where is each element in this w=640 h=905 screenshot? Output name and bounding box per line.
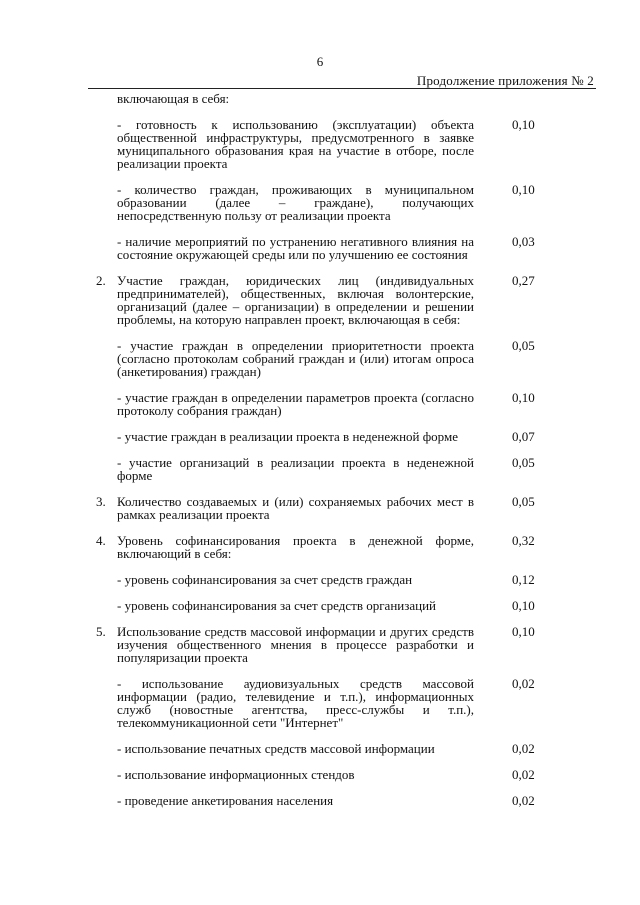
table-row xyxy=(0,274,640,326)
row-value: 0,12 xyxy=(512,572,535,587)
row-text: - использование аудиовизуальных средств массовой информации (радио, телевидение и т.п.), информационных служб (новостные агентства, пресс-службы и т.п.), телекоммуникационной сети "Интернет" xyxy=(117,676,474,730)
row-number: 5. xyxy=(96,624,106,639)
table-row xyxy=(0,495,640,521)
row-value: 0,07 xyxy=(512,429,535,444)
row-text: - количество граждан, проживающих в муниципальном образовании (далее – граждане), получающих непосредственную пользу от реализации проекта xyxy=(117,182,474,223)
row-text: Использование средств массовой информации и других средств изучения общественного мнения в процессе разработки и популяризации проекта xyxy=(117,624,474,665)
header-rule xyxy=(88,88,596,89)
table-row xyxy=(0,794,640,807)
row-value: 0,02 xyxy=(512,741,535,756)
row-value: 0,05 xyxy=(512,455,535,470)
row-text: - уровень софинансирования за счет средств граждан xyxy=(117,572,413,587)
row-text: - наличие мероприятий по устранению негативного влияния на состояние окружающей среды или по улучшению ее состояния xyxy=(117,234,474,262)
row-text: Количество создаваемых и (или) сохраняемых рабочих мест в рамках реализации проекта xyxy=(117,494,474,522)
table-row xyxy=(0,183,640,222)
continuation-header: Продолжение приложения № 2 xyxy=(416,73,594,88)
row-value: 0,10 xyxy=(512,117,535,132)
row-text: - участие граждан в определении параметров проекта (согласно протоколу собрания граждан) xyxy=(117,390,474,418)
table-row xyxy=(0,456,640,482)
row-text: Участие граждан, юридических лиц (индивидуальных предпринимателей), общественных, включая волонтерские, организаций (далее – организации) в определении и решении проблемы, на которую направлен проект, включающая в себя: xyxy=(117,273,474,327)
table-row xyxy=(0,430,640,443)
row-value: 0,10 xyxy=(512,182,535,197)
row-text: - уровень софинансирования за счет средств организаций xyxy=(117,598,437,613)
row-value: 0,05 xyxy=(512,338,535,353)
page-number: 6 xyxy=(316,54,324,69)
table-row xyxy=(0,573,640,586)
row-value: 0,10 xyxy=(512,390,535,405)
table-row xyxy=(0,768,640,781)
row-text: - использование информационных стендов xyxy=(117,767,355,782)
row-value: 0,32 xyxy=(512,533,535,548)
table-row xyxy=(0,677,640,729)
table-row xyxy=(0,339,640,378)
table-row xyxy=(0,625,640,664)
row-text: - участие организаций в реализации проекта в неденежной форме xyxy=(117,455,474,483)
row-value: 0,02 xyxy=(512,676,535,691)
table-row xyxy=(0,118,640,170)
row-value: 0,02 xyxy=(512,767,535,782)
row-value: 0,27 xyxy=(512,273,535,288)
row-value: 0,02 xyxy=(512,793,535,808)
table-row xyxy=(0,235,640,261)
row-text: включающая в себя: xyxy=(117,91,230,106)
row-number: 2. xyxy=(96,273,106,288)
table-row xyxy=(0,391,640,417)
row-text: Уровень софинансирования проекта в денежной форме, включающий в себя: xyxy=(117,533,474,561)
table-row xyxy=(0,92,640,105)
table-row xyxy=(0,534,640,560)
row-text: - использование печатных средств массовой информации xyxy=(117,741,435,756)
row-value: 0,10 xyxy=(512,598,535,613)
table-row xyxy=(0,742,640,755)
row-text: - готовность к использованию (эксплуатации) объекта общественной инфраструктуры, предусмотренного в заявке муниципального образования края на участие в отборе, после реализации проекта xyxy=(117,117,474,171)
row-text: - участие граждан в определении приоритетности проекта (согласно протоколам собраний граждан и (или) итогам опроса (анкетирования) граждан) xyxy=(117,338,474,379)
table-row xyxy=(0,599,640,612)
row-value: 0,03 xyxy=(512,234,535,249)
row-number: 4. xyxy=(96,533,106,548)
row-value: 0,10 xyxy=(512,624,535,639)
row-text: - проведение анкетирования населения xyxy=(117,793,334,808)
row-text: - участие граждан в реализации проекта в неденежной форме xyxy=(117,429,458,444)
row-value: 0,05 xyxy=(512,494,535,509)
criteria-table xyxy=(0,92,640,807)
row-number: 3. xyxy=(96,494,106,509)
